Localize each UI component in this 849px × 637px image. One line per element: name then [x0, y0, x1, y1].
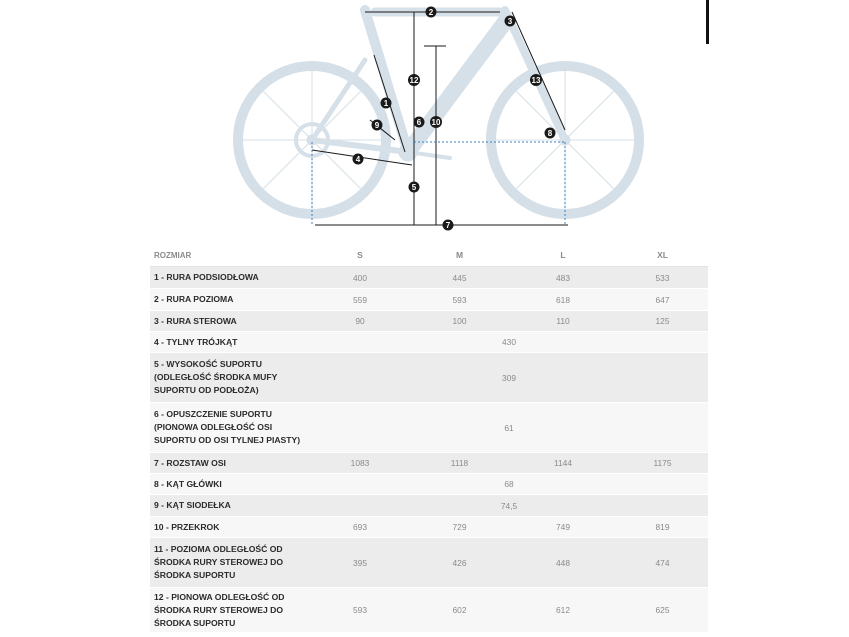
svg-text:7: 7 [445, 221, 451, 230]
callout-3 [505, 16, 516, 27]
row-label: 4 - TYLNY TRÓJKĄT [150, 332, 310, 353]
cell-value: 483 [509, 267, 617, 289]
svg-text:8: 8 [547, 129, 553, 138]
cell-value: 448 [509, 538, 617, 588]
row-label-line: 12 - PIONOWA ODLEGŁOŚĆ OD [154, 591, 285, 602]
header-size-l: L [509, 244, 617, 267]
svg-text:9: 9 [374, 121, 380, 130]
geometry-table [150, 244, 708, 633]
callout-8 [545, 128, 556, 139]
cell-value: 749 [509, 517, 617, 538]
table-row [150, 517, 708, 538]
bike-frame [296, 10, 565, 161]
callout-6 [414, 117, 425, 128]
cell-value: 426 [410, 538, 509, 588]
svg-text:3: 3 [507, 17, 513, 26]
bike-geometry-diagram [0, 0, 849, 240]
cell-shared-value: 61 [310, 403, 708, 453]
cell-value: 593 [410, 289, 509, 311]
table-row [150, 311, 708, 332]
row-label: 7 - ROZSTAW OSI [150, 453, 310, 474]
cell-value: 593 [310, 588, 410, 633]
svg-text:13: 13 [531, 76, 541, 85]
table-row [150, 474, 708, 495]
cell-value: 110 [509, 311, 617, 332]
svg-text:1: 1 [383, 99, 389, 108]
table-row [150, 289, 708, 311]
cell-value: 1083 [310, 453, 410, 474]
row-label: 8 - KĄT GŁÓWKI [150, 474, 310, 495]
header-size-m: M [410, 244, 509, 267]
cell-value: 125 [617, 311, 708, 332]
table-row [150, 453, 708, 474]
cell-value: 400 [310, 267, 410, 289]
cell-value: 445 [410, 267, 509, 289]
callout-10 [430, 116, 442, 128]
row-label-line: (PIONOWA ODLEGŁOŚĆ OSI [154, 422, 273, 432]
row-label-line: ŚRODKA SUPORTU [154, 617, 236, 628]
cell-shared-value: 309 [310, 353, 708, 403]
table-row [150, 495, 708, 517]
row-label [150, 588, 310, 633]
table-row [150, 403, 708, 453]
callout-9 [372, 120, 383, 131]
header-size-s: S [310, 244, 410, 267]
table-row [150, 267, 708, 289]
cell-value: 625 [617, 588, 708, 633]
svg-text:10: 10 [431, 118, 441, 127]
callout-2 [426, 7, 437, 18]
cell-value: 612 [509, 588, 617, 633]
row-label [150, 538, 310, 588]
row-label-line: ŚRODKA RURY STEROWEJ DO [154, 604, 284, 615]
row-label-line: 6 - OPUSZCZENIE SUPORTU [154, 409, 272, 419]
cell-value: 559 [310, 289, 410, 311]
cell-shared-value: 68 [310, 474, 708, 495]
cell-value: 647 [617, 289, 708, 311]
table-header-row [150, 244, 708, 267]
svg-text:12: 12 [409, 76, 419, 85]
row-label-line: 5 - WYSOKOŚĆ SUPORTU [154, 359, 262, 369]
svg-text:6: 6 [416, 118, 422, 127]
cell-value: 602 [410, 588, 509, 633]
table-row [150, 538, 708, 588]
row-label-line: SUPORTU OD PODŁOŻA) [154, 385, 259, 395]
table-row [150, 332, 708, 353]
row-label-line: SUPORTU OD OSI TYLNEJ PIASTY) [154, 435, 301, 445]
header-size-xl: XL [617, 244, 708, 267]
cell-value: 819 [617, 517, 708, 538]
cell-value: 1144 [509, 453, 617, 474]
callout-5 [409, 182, 420, 193]
table-row [150, 588, 708, 633]
row-label [150, 403, 310, 453]
cell-value: 90 [310, 311, 410, 332]
callout-7 [443, 220, 454, 231]
cell-shared-value: 430 [310, 332, 708, 353]
row-label: 10 - PRZEKROK [150, 517, 310, 538]
cell-value: 100 [410, 311, 509, 332]
table-row [150, 353, 708, 403]
row-label-line: 11 - POZIOMA ODLEGŁOŚĆ OD [154, 544, 283, 554]
row-label [150, 353, 310, 403]
cell-shared-value: 74,5 [310, 495, 708, 517]
cell-value: 693 [310, 517, 410, 538]
header-size-label: ROZMIAR [150, 244, 310, 267]
row-label: 1 - RURA PODSIODŁOWA [150, 267, 310, 289]
callout-1 [381, 98, 392, 109]
svg-text:4: 4 [355, 155, 361, 164]
row-label: 3 - RURA STEROWA [150, 311, 310, 332]
callout-4 [353, 154, 364, 165]
row-label: 9 - KĄT SIODEŁKA [150, 495, 310, 517]
svg-text:5: 5 [411, 183, 417, 192]
callout-12 [408, 74, 420, 86]
row-label-line: (ODLEGŁOŚĆ ŚRODKA MUFY [154, 372, 278, 382]
cell-value: 729 [410, 517, 509, 538]
row-label-line: ŚRODKA SUPORTU [154, 570, 236, 580]
cell-value: 474 [617, 538, 708, 588]
cell-value: 618 [509, 289, 617, 311]
scrollbar-marker [706, 0, 709, 44]
callout-13 [530, 74, 542, 86]
cell-value: 533 [617, 267, 708, 289]
cell-value: 1118 [410, 453, 509, 474]
cell-value: 395 [310, 538, 410, 588]
svg-text:2: 2 [428, 8, 434, 17]
cell-value: 1175 [617, 453, 708, 474]
row-label-line: ŚRODKA RURY STEROWEJ DO [154, 557, 284, 567]
row-label: 2 - RURA POZIOMA [150, 289, 310, 311]
